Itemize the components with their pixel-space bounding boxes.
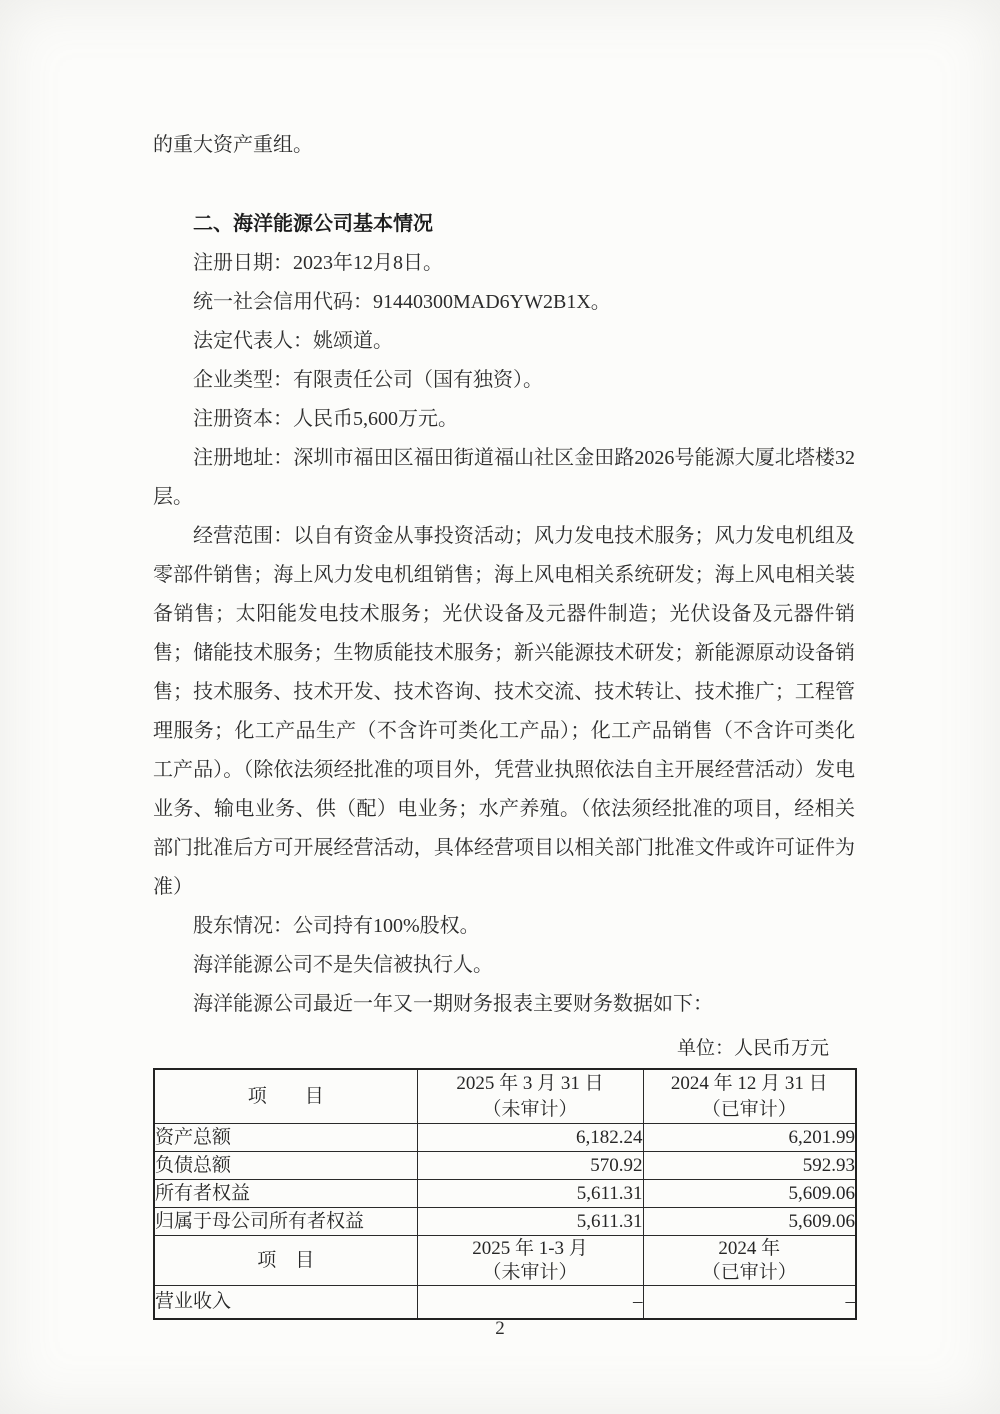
registered-capital-line: 注册资本：人民币5,600万元。	[193, 408, 458, 430]
row-value-2: 592.93	[643, 1152, 856, 1180]
header-period2-cell	[643, 1069, 856, 1124]
table-row-operating-revenue	[154, 1286, 856, 1320]
intro-tail-paragraph: 的重大资产重组。	[153, 134, 313, 156]
row-label: 所有者权益	[154, 1180, 417, 1208]
header-period1-audit: （未审计）	[482, 1098, 578, 1120]
page-content	[153, 0, 855, 1320]
header2-period2-cell	[643, 1236, 856, 1286]
row-value-2: 5,609.06	[643, 1180, 856, 1208]
row-label: 负债总额	[154, 1152, 417, 1180]
header-period2-audit: （已审计）	[701, 1098, 797, 1120]
row-label: 资产总额	[154, 1124, 417, 1152]
company-type-line: 企业类型：有限责任公司（国有独资）。	[193, 369, 543, 391]
row-value-1: 5,611.31	[417, 1180, 643, 1208]
table-row-total-liabilities	[154, 1152, 856, 1180]
financial-intro-line: 海洋能源公司最近一年又一期财务报表主要财务数据如下：	[193, 993, 713, 1015]
table-row-parent-equity	[154, 1208, 856, 1236]
credit-code-line: 统一社会信用代码：91440300MAD6YW2B1X。	[193, 291, 611, 313]
table-row-owners-equity	[154, 1180, 856, 1208]
page-number: 2	[495, 1318, 505, 1339]
registration-date-line: 注册日期：2023年12月8日。	[193, 252, 443, 274]
header2-period1-audit: （未审计）	[482, 1261, 578, 1283]
header2-period2-audit: （已审计）	[701, 1261, 797, 1283]
header-period2-date: 2024 年 12 月 31 日	[670, 1072, 828, 1094]
row-label: 归属于母公司所有者权益	[154, 1208, 417, 1236]
business-scope-paragraph: 经营范围：以自有资金从事投资活动；风力发电技术服务；风力发电机组及零部件销售；海上风力发电机组销售；海上风电相关系统研发；海上风电相关装备销售；太阳能发电技术服务；光伏设备及元器件制造；光伏设备及元器件销售；储能技术服务；生物质能技术服务；新兴能源技术研发；新能源原动设备销售；技术服务、技术开发、技术咨询、技术交流、技术转让、技术推广；工程管理服务；化工产品生产（不含许可类化工产品）；化工产品销售（不含许可类化工产品）。（除依法须经批准的项目外，凭营业执照依法自主开展经营活动）发电业务、输电业务、供（配）电业务；水产养殖。（依法须经批准的项目，经相关部门批准后方可开展经营活动，具体经营项目以相关部门批准文件或许可证件为准）	[153, 525, 855, 898]
row-value-2: 5,609.06	[643, 1208, 856, 1236]
header2-period1-cell	[417, 1236, 643, 1286]
row-value-2: 6,201.99	[643, 1124, 856, 1152]
header-period1-cell	[417, 1069, 643, 1124]
table-header-row-2	[154, 1236, 856, 1286]
section-heading: 二、海洋能源公司基本情况	[193, 213, 433, 235]
table-header-row-1	[154, 1069, 856, 1124]
row-label: 营业收入	[154, 1286, 417, 1320]
table-row-total-assets	[154, 1124, 856, 1152]
header2-period2-date: 2024 年	[718, 1237, 781, 1259]
credit-status-line: 海洋能源公司不是失信被执行人。	[193, 954, 493, 976]
header2-item-cell: 项 目	[154, 1236, 417, 1286]
row-value-2: –	[643, 1286, 856, 1320]
header-period1-date: 2025 年 3 月 31 日	[456, 1072, 604, 1094]
header2-period1-date: 2025 年 1-3 月	[472, 1237, 588, 1259]
header-item-cell: 项 目	[154, 1069, 417, 1124]
row-value-1: –	[417, 1286, 643, 1320]
row-value-1: 570.92	[417, 1152, 643, 1180]
unit-note: 单位：人民币万元	[676, 1038, 829, 1059]
registered-address-line: 注册地址：深圳市福田区福田街道福山社区金田路2026号能源大厦北塔楼32层。	[153, 447, 855, 508]
row-value-1: 6,182.24	[417, 1124, 643, 1152]
row-value-1: 5,611.31	[417, 1208, 643, 1236]
legal-representative-line: 法定代表人：姚颂道。	[193, 330, 393, 352]
financial-table	[153, 1068, 857, 1320]
shareholder-line: 股东情况：公司持有100%股权。	[193, 915, 480, 937]
